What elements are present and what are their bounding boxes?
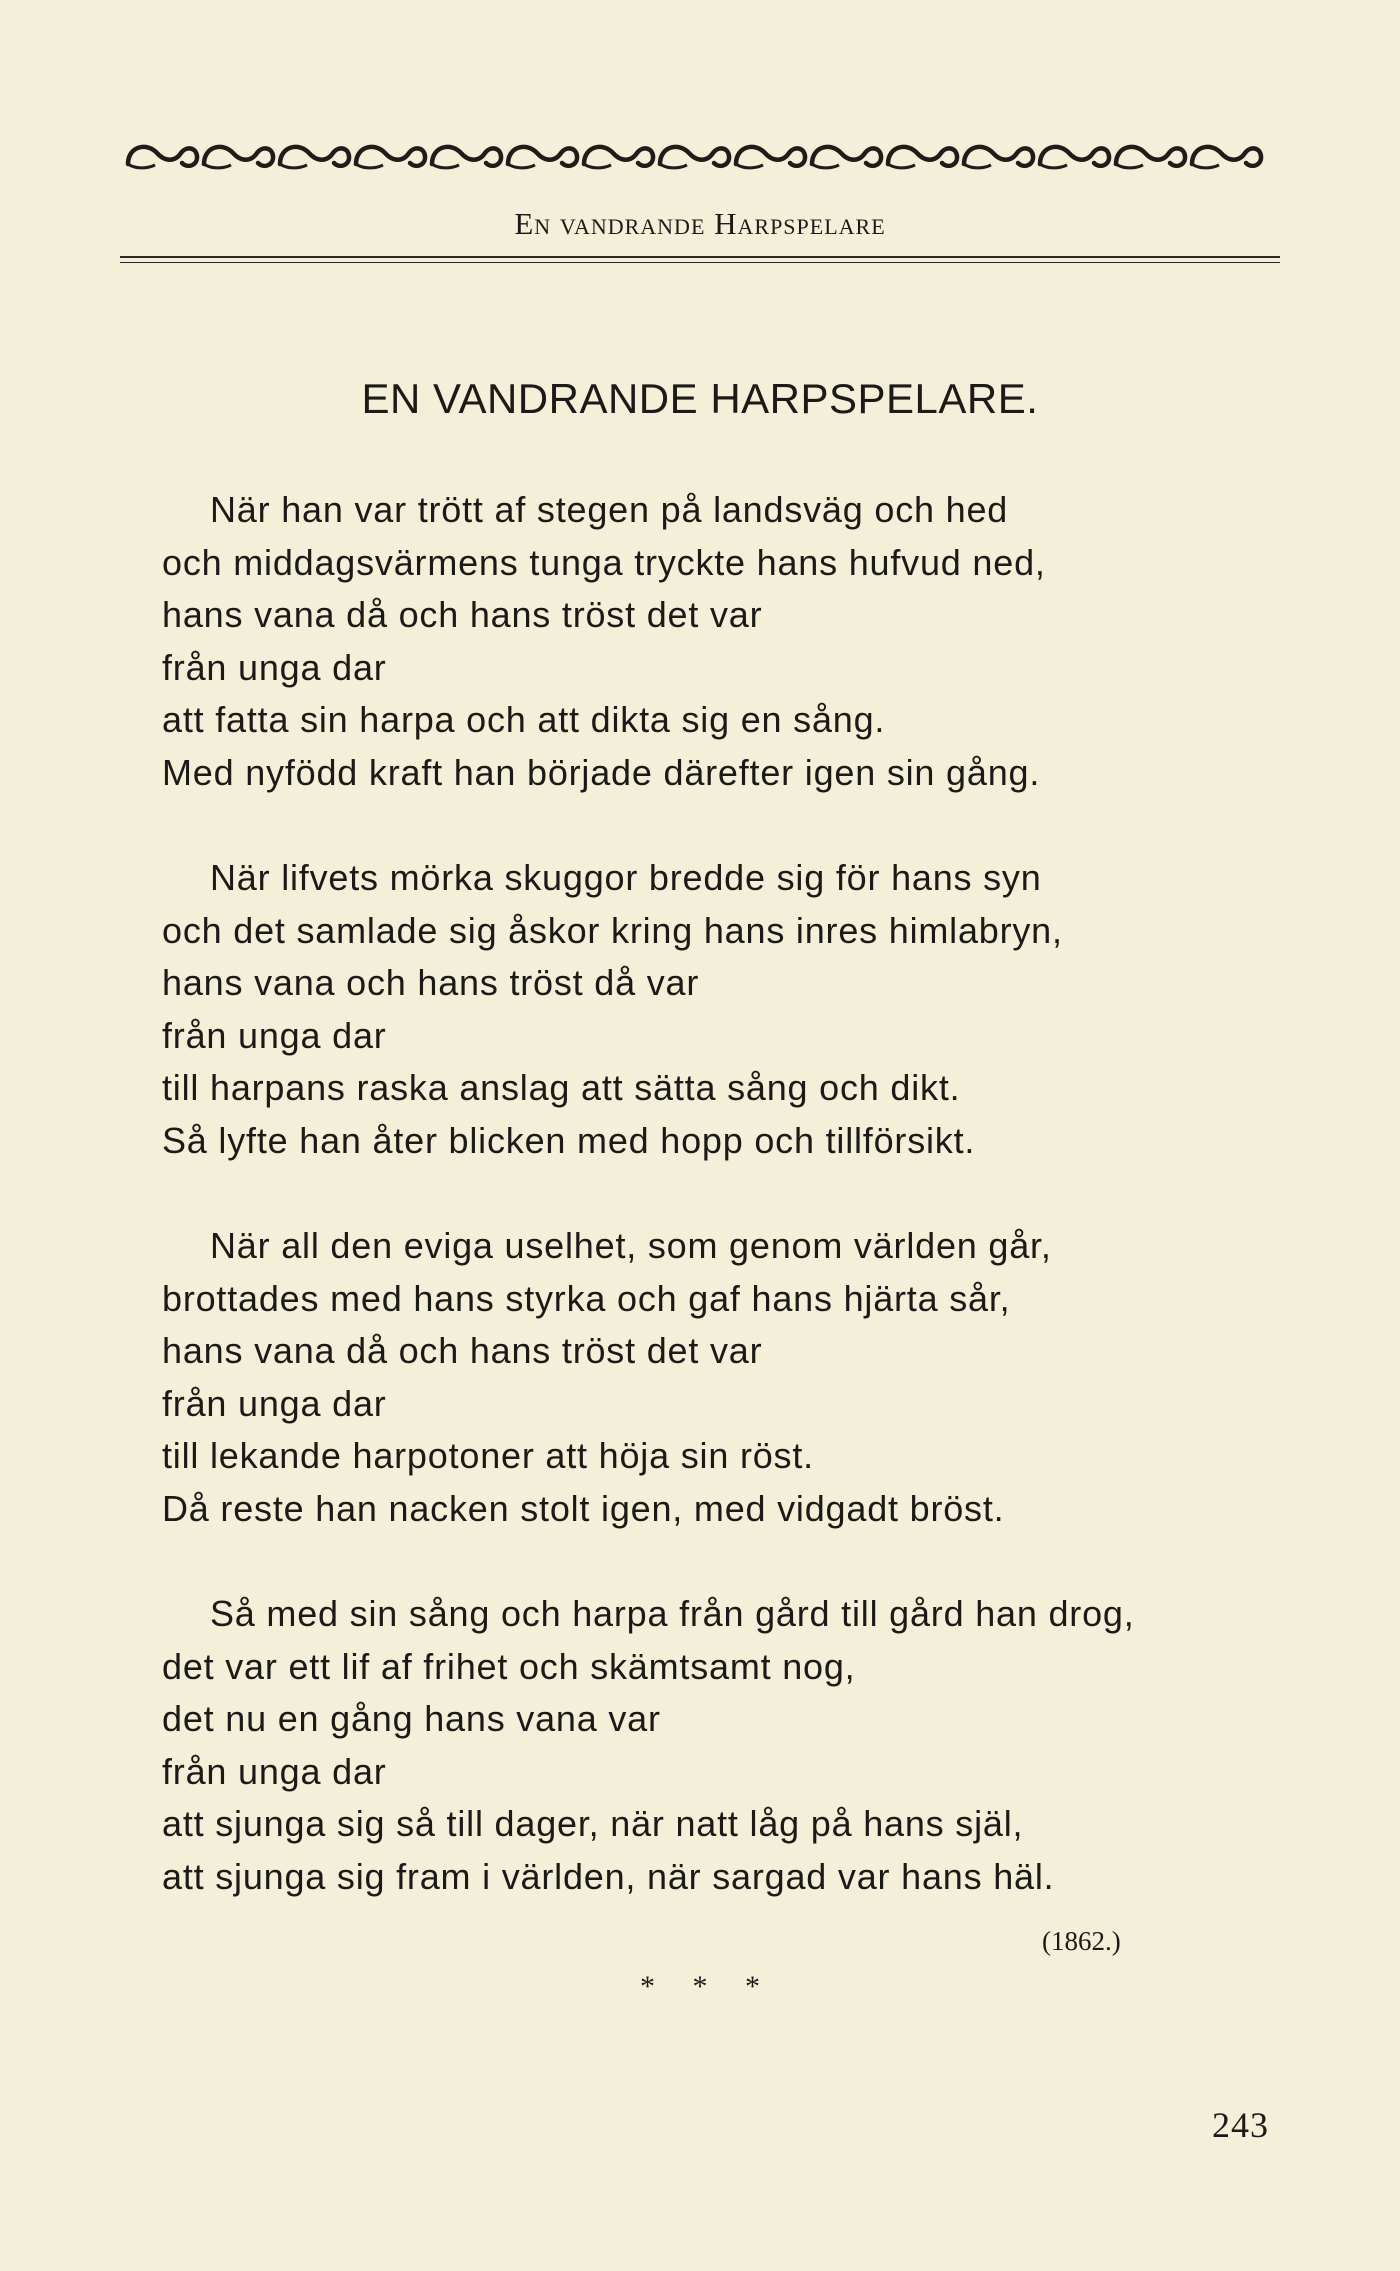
poem-line: Så lyfte han åter blicken med hopp och tillförsikt. — [162, 1119, 976, 1161]
poem-line: hans vana och hans tröst då var — [162, 962, 700, 1003]
poem-line: hans vana då och hans tröst det var — [162, 594, 763, 635]
poem-date: (1862.) — [1042, 1926, 1121, 1956]
poem-line: När lifvets mörka skuggor bredde sig för hans syn — [210, 857, 1042, 898]
stanza-1 — [162, 484, 1282, 799]
poem-line: att sjunga sig fram i världen, när sargad var hans häl. — [162, 1855, 1055, 1897]
poem-line: Då reste han nacken stolt igen, med vidgadt bröst. — [162, 1487, 1005, 1529]
poem-line: från unga dar — [162, 646, 387, 688]
poem-line: till lekande harpotoner att höja sin röst. — [162, 1435, 814, 1476]
poem-line: från unga dar — [162, 1014, 387, 1056]
stanza-3 — [162, 1220, 1282, 1535]
wave-scroll-border-icon — [125, 136, 1273, 176]
poem-line: från unga dar — [162, 1382, 387, 1424]
poem-line: hans vana då och hans tröst det var — [162, 1330, 763, 1371]
header-rule-thin — [120, 262, 1280, 263]
header-rule — [120, 256, 1280, 258]
stanza-2 — [162, 852, 1282, 1167]
poem-line: Med nyfödd kraft han började därefter igen sin gång. — [162, 751, 1041, 793]
poem-line: det var ett lif af frihet och skämtsamt nog, — [162, 1645, 856, 1687]
page-number: 243 — [1212, 2105, 1269, 2145]
poem-line: till harpans raska anslag att sätta sång och dikt. — [162, 1067, 961, 1108]
poem-title: EN VANDRANDE HARPSPELARE. — [361, 375, 1039, 422]
poem-line: När han var trött af stegen på landsväg och hed — [210, 489, 1009, 530]
poem-line: brottades med hans styrka och gaf hans hjärta sår, — [162, 1277, 1011, 1319]
poem-line: att sjunga sig så till dager, när natt låg på hans själ, — [162, 1803, 1024, 1844]
poem-line: och middagsvärmens tunga tryckte hans hufvud ned, — [162, 541, 1046, 583]
poem-line: och det samlade sig åskor kring hans inres himlabryn, — [162, 909, 1063, 951]
poem-line: från unga dar — [162, 1750, 387, 1792]
running-head: En vandrande Harpspelare — [514, 206, 886, 241]
poem-line: Så med sin sång och harpa från gård till gård han drog, — [210, 1593, 1135, 1634]
poem-line: det nu en gång hans vana var — [162, 1698, 661, 1739]
stanza-4 — [162, 1588, 1282, 1903]
poem-line: att fatta sin harpa och att dikta sig en sång. — [162, 699, 886, 740]
poem-line: När all den eviga uselhet, som genom världen går, — [210, 1225, 1052, 1266]
section-asterisms: * * * — [640, 1970, 760, 2003]
